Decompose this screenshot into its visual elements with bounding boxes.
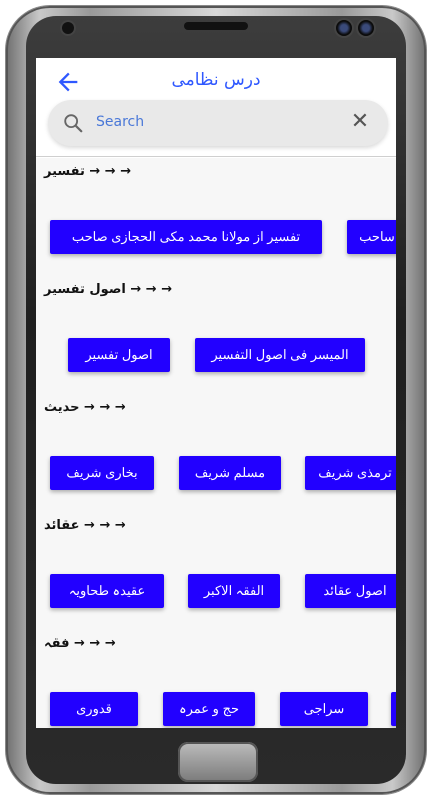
section-title: → → → حدیث bbox=[44, 400, 126, 415]
app-bar bbox=[36, 58, 396, 158]
app-screen bbox=[36, 58, 396, 728]
book-button[interactable]: عقیدہ طحاویہ bbox=[50, 574, 164, 608]
front-camera-icon-2 bbox=[358, 20, 374, 36]
page-title: درس نظامی bbox=[171, 70, 261, 90]
close-icon[interactable]: ✕ bbox=[350, 109, 370, 134]
book-button[interactable]: ترمذی شریف bbox=[305, 456, 396, 490]
search-input[interactable] bbox=[94, 108, 338, 136]
search-bar[interactable] bbox=[48, 100, 388, 146]
front-sensor-dot bbox=[62, 22, 74, 34]
section-title: → → → اصول تفسیر bbox=[44, 282, 173, 297]
book-button[interactable]: الفقہ الاکبر bbox=[188, 574, 280, 608]
section-title: → → → تفسیر bbox=[44, 164, 132, 179]
book-button[interactable]: المیسر فی اصول التفسیر bbox=[195, 338, 365, 372]
book-button[interactable]: حج و عمرہ bbox=[163, 692, 255, 726]
home-button[interactable] bbox=[178, 742, 258, 782]
book-button-partial[interactable] bbox=[391, 692, 396, 726]
book-button[interactable]: اصول تفسیر bbox=[68, 338, 170, 372]
book-button[interactable]: سراجی bbox=[280, 692, 368, 726]
earpiece-speaker bbox=[184, 22, 248, 30]
book-button[interactable]: اصول عقائد bbox=[305, 574, 396, 608]
section-title: → → → عقائد bbox=[44, 518, 126, 533]
book-button[interactable]: تفسیر از مولانا محمد مکی الحجازی صاحب bbox=[50, 220, 322, 254]
category-list bbox=[36, 158, 396, 728]
book-button[interactable]: مسلم شریف bbox=[179, 456, 281, 490]
divider bbox=[36, 156, 396, 157]
front-camera-icon bbox=[336, 20, 352, 36]
book-button[interactable]: قدوری bbox=[50, 692, 138, 726]
book-button[interactable]: بخاری شریف bbox=[50, 456, 154, 490]
section-title: → → → فقہ bbox=[44, 636, 116, 651]
book-button[interactable]: ساحب bbox=[347, 220, 396, 254]
search-icon bbox=[62, 112, 84, 134]
